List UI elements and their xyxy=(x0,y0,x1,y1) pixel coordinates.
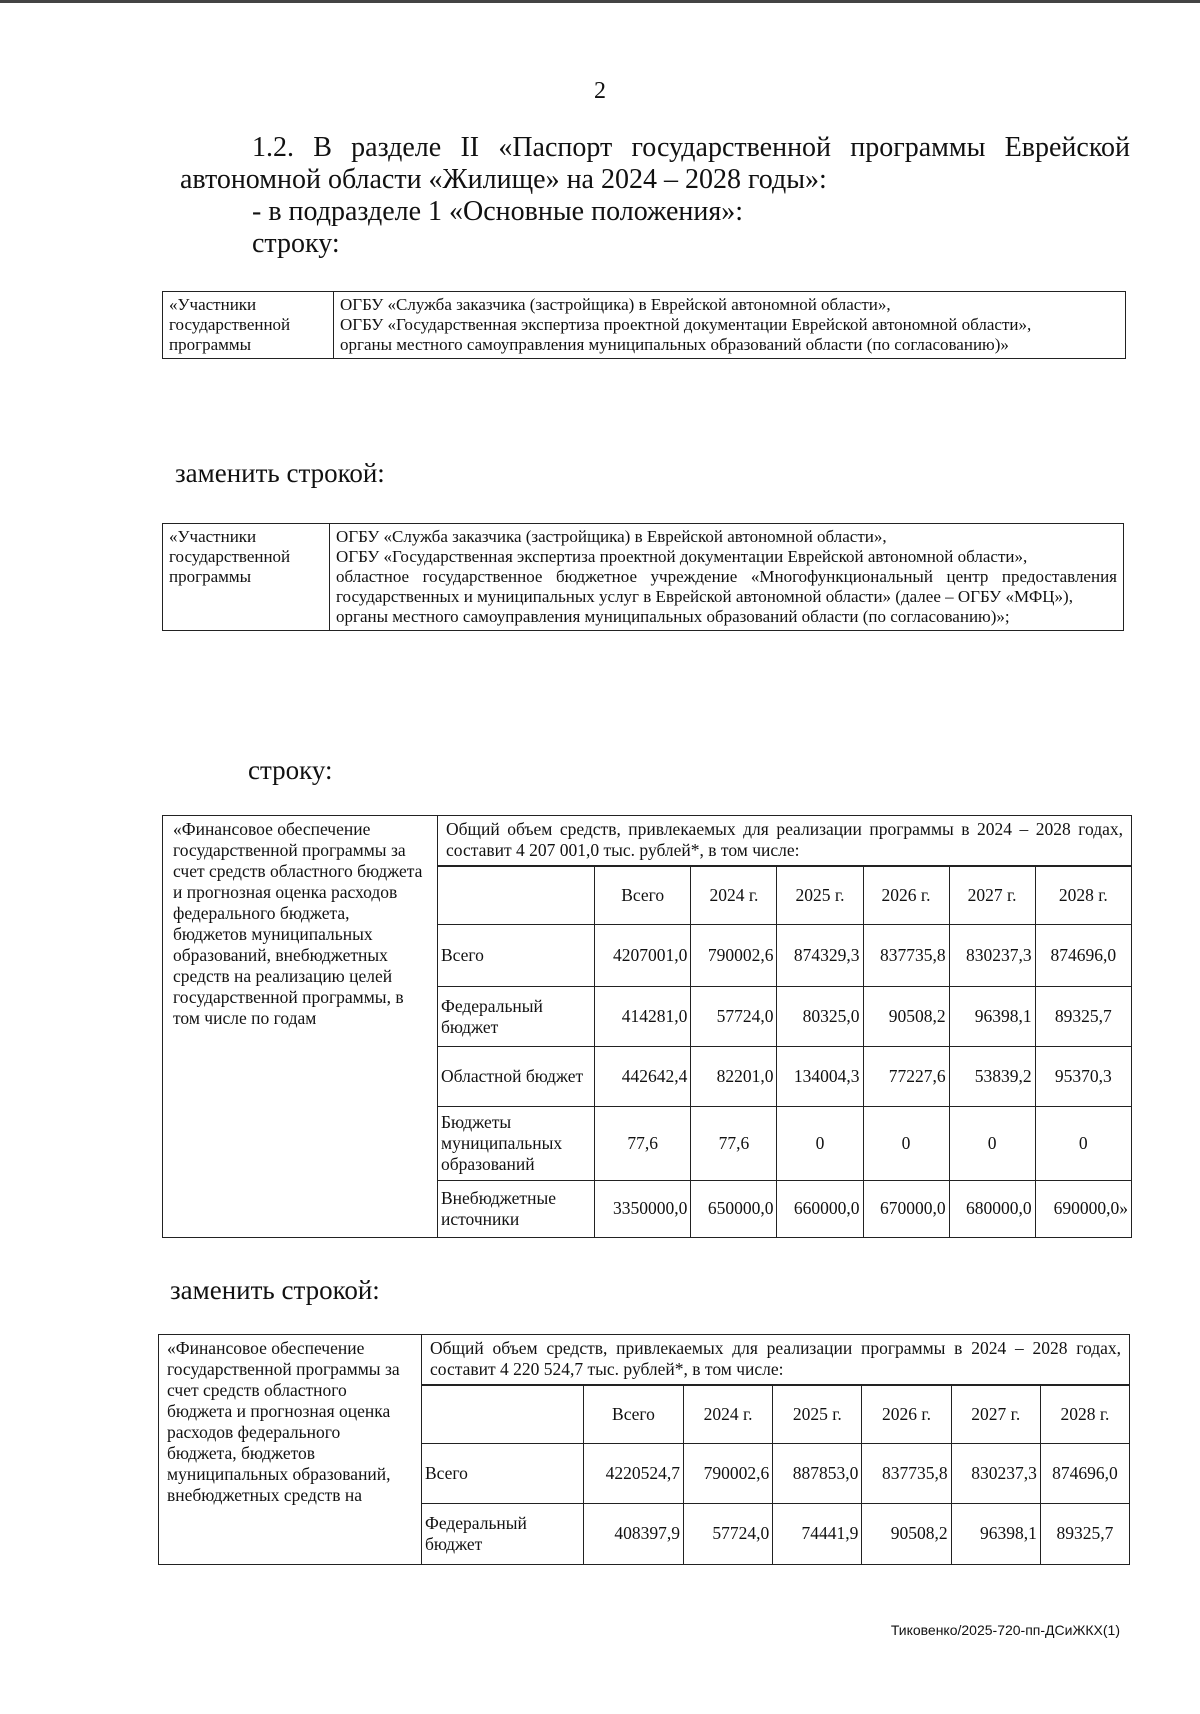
participants-new-content xyxy=(330,524,1124,631)
cell-value: 442642,4 xyxy=(595,1047,691,1107)
row-label: Федеральный бюджет xyxy=(422,1504,584,1564)
column-header: 2027 г. xyxy=(949,867,1035,925)
participants-new-label: «Участники государственной программы xyxy=(163,524,330,631)
intro-subsection: - в подразделе 1 «Основные положения»: xyxy=(252,196,744,227)
intro-block xyxy=(180,132,1130,260)
table-header-row xyxy=(438,867,1131,925)
cell-value: 887853,0 xyxy=(773,1444,862,1504)
cell-value: 80325,0 xyxy=(777,987,863,1047)
cell-value: 0 xyxy=(949,1107,1035,1181)
column-header: 2028 г. xyxy=(1040,1386,1129,1444)
cell-value: 82201,0 xyxy=(691,1047,777,1107)
table-row xyxy=(438,1107,1131,1181)
cell-value: 680000,0 xyxy=(949,1181,1035,1237)
table-row xyxy=(438,925,1131,987)
table-row xyxy=(438,1181,1131,1237)
participants-new-table xyxy=(162,523,1124,631)
cell-value: 90508,2 xyxy=(862,1504,951,1564)
cell-value: 874329,3 xyxy=(777,925,863,987)
column-header xyxy=(422,1386,584,1444)
column-header: 2025 г. xyxy=(773,1386,862,1444)
row-label: Областной бюджет xyxy=(438,1047,595,1107)
cell-value: 0 xyxy=(777,1107,863,1181)
table-row xyxy=(163,524,1124,631)
finance-new-values xyxy=(422,1385,1129,1564)
cell-value: 89325,7 xyxy=(1035,987,1131,1047)
cell-value: 4207001,0 xyxy=(595,925,691,987)
participants-new-line: ОГБУ «Служба заказчика (застройщика) в Еврейской автономной области», xyxy=(336,527,887,546)
column-header: 2024 г. xyxy=(691,867,777,925)
row-label: Всего xyxy=(422,1444,584,1504)
participants-old-line: ОГБУ «Служба заказчика (застройщика) в Еврейской автономной области», xyxy=(340,295,891,314)
cell-value: 690000,0» xyxy=(1035,1181,1131,1237)
cell-value: 0 xyxy=(1035,1107,1131,1181)
participants-new-line: областное государственное бюджетное учреждение «Многофункциональный центр предоставления государственных и муниципальных услуг в Еврейской автономной области» (далее – ОГБУ «МФЦ»), xyxy=(336,567,1117,606)
cell-value: 57724,0 xyxy=(683,1504,772,1564)
finance-old-content xyxy=(438,816,1132,1238)
cell-value: 74441,9 xyxy=(773,1504,862,1564)
cell-value: 96398,1 xyxy=(951,1504,1040,1564)
participants-old-content xyxy=(334,292,1126,359)
finance-old-table xyxy=(162,815,1132,1238)
participants-old-table xyxy=(162,291,1126,359)
table-row xyxy=(438,987,1131,1047)
cell-value: 0 xyxy=(863,1107,949,1181)
cell-value: 670000,0 xyxy=(863,1181,949,1237)
cell-value: 830237,3 xyxy=(951,1444,1040,1504)
column-header: 2026 г. xyxy=(862,1386,951,1444)
table-row xyxy=(422,1444,1129,1504)
table-row xyxy=(163,292,1126,359)
finance-old-label: «Финансовое обеспечение государственной программы за счет средств областного бюджета и прогнозная оценка расходов федерального бюджета, бюджетов муниципальных образований, внебюджетных средств на реализацию целей государственной программы, в том числе по годам xyxy=(163,816,438,1238)
cell-value: 3350000,0 xyxy=(595,1181,691,1237)
column-header: Всего xyxy=(595,867,691,925)
scan-top-edge xyxy=(0,0,1200,3)
row-label-2: строку: xyxy=(248,755,333,785)
column-header: 2024 г. xyxy=(683,1386,772,1444)
cell-value: 874696,0 xyxy=(1035,925,1131,987)
cell-value: 414281,0 xyxy=(595,987,691,1047)
cell-value: 95370,3 xyxy=(1035,1047,1131,1107)
table-row xyxy=(438,1047,1131,1107)
intro-paragraph: 1.2. В разделе II «Паспорт государственной программы Еврейской автономной области «Жилище» на 2024 – 2028 годы»: xyxy=(180,132,1130,195)
cell-value: 408397,9 xyxy=(584,1504,684,1564)
cell-value: 77227,6 xyxy=(863,1047,949,1107)
cell-value: 790002,6 xyxy=(691,925,777,987)
participants-old-line: ОГБУ «Государственная экспертиза проектной документации Еврейской автономной области», xyxy=(340,315,1032,334)
cell-value: 837735,8 xyxy=(863,925,949,987)
cell-value: 790002,6 xyxy=(683,1444,772,1504)
cell-value: 134004,3 xyxy=(777,1047,863,1107)
finance-new-head: Общий объем средств, привлекаемых для реализации программы в 2024 – 2028 годах, составит 4 220 524,7 тыс. рублей*, в том числе: xyxy=(422,1335,1129,1385)
column-header xyxy=(438,867,595,925)
finance-new-table xyxy=(158,1334,1130,1565)
cell-value: 660000,0 xyxy=(777,1181,863,1237)
cell-value: 77,6 xyxy=(691,1107,777,1181)
cell-value: 90508,2 xyxy=(863,987,949,1047)
cell-value: 837735,8 xyxy=(862,1444,951,1504)
table-header-row xyxy=(422,1386,1129,1444)
table-row xyxy=(159,1335,1130,1565)
participants-new-line: органы местного самоуправления муниципальных образований области (по согласованию)»; xyxy=(336,607,1010,626)
replace-label-1: заменить строкой: xyxy=(175,458,385,488)
cell-value: 830237,3 xyxy=(949,925,1035,987)
row-label: Внебюджетные источники xyxy=(438,1181,595,1237)
cell-value: 57724,0 xyxy=(691,987,777,1047)
intro-row-label: строку: xyxy=(252,228,340,259)
cell-value: 77,6 xyxy=(595,1107,691,1181)
finance-new-label: «Финансовое обеспечение государственной программы за счет средств областного бюджета и прогнозная оценка расходов федерального бюджета, бюджетов муниципальных образований, внебюджетных средств на xyxy=(159,1335,422,1565)
document-footer-id: Тиковенко/2025-720-пп-ДСиЖКХ(1) xyxy=(890,1622,1120,1638)
finance-old-values xyxy=(438,866,1131,1237)
cell-value: 874696,0 xyxy=(1040,1444,1129,1504)
cell-value: 650000,0 xyxy=(691,1181,777,1237)
column-header: Всего xyxy=(584,1386,684,1444)
cell-value: 89325,7 xyxy=(1040,1504,1129,1564)
table-row xyxy=(163,816,1132,1238)
participants-old-label: «Участники государственной программы xyxy=(163,292,334,359)
replace-label-2: заменить строкой: xyxy=(170,1275,380,1305)
column-header: 2027 г. xyxy=(951,1386,1040,1444)
row-label: Федеральный бюджет xyxy=(438,987,595,1047)
cell-value: 4220524,7 xyxy=(584,1444,684,1504)
column-header: 2026 г. xyxy=(863,867,949,925)
page-number: 2 xyxy=(594,78,606,104)
column-header: 2028 г. xyxy=(1035,867,1131,925)
table-row xyxy=(422,1504,1129,1564)
cell-value: 96398,1 xyxy=(949,987,1035,1047)
row-label: Всего xyxy=(438,925,595,987)
cell-value: 53839,2 xyxy=(949,1047,1035,1107)
column-header: 2025 г. xyxy=(777,867,863,925)
participants-old-line: органы местного самоуправления муниципальных образований области (по согласованию)» xyxy=(340,335,1009,354)
finance-new-content xyxy=(422,1335,1130,1565)
row-label: Бюджеты муниципальных образований xyxy=(438,1107,595,1181)
participants-new-line: ОГБУ «Государственная экспертиза проектной документации Еврейской автономной области», xyxy=(336,547,1028,566)
finance-old-head: Общий объем средств, привлекаемых для реализации программы в 2024 – 2028 годах, составит 4 207 001,0 тыс. рублей*, в том числе: xyxy=(438,816,1131,866)
